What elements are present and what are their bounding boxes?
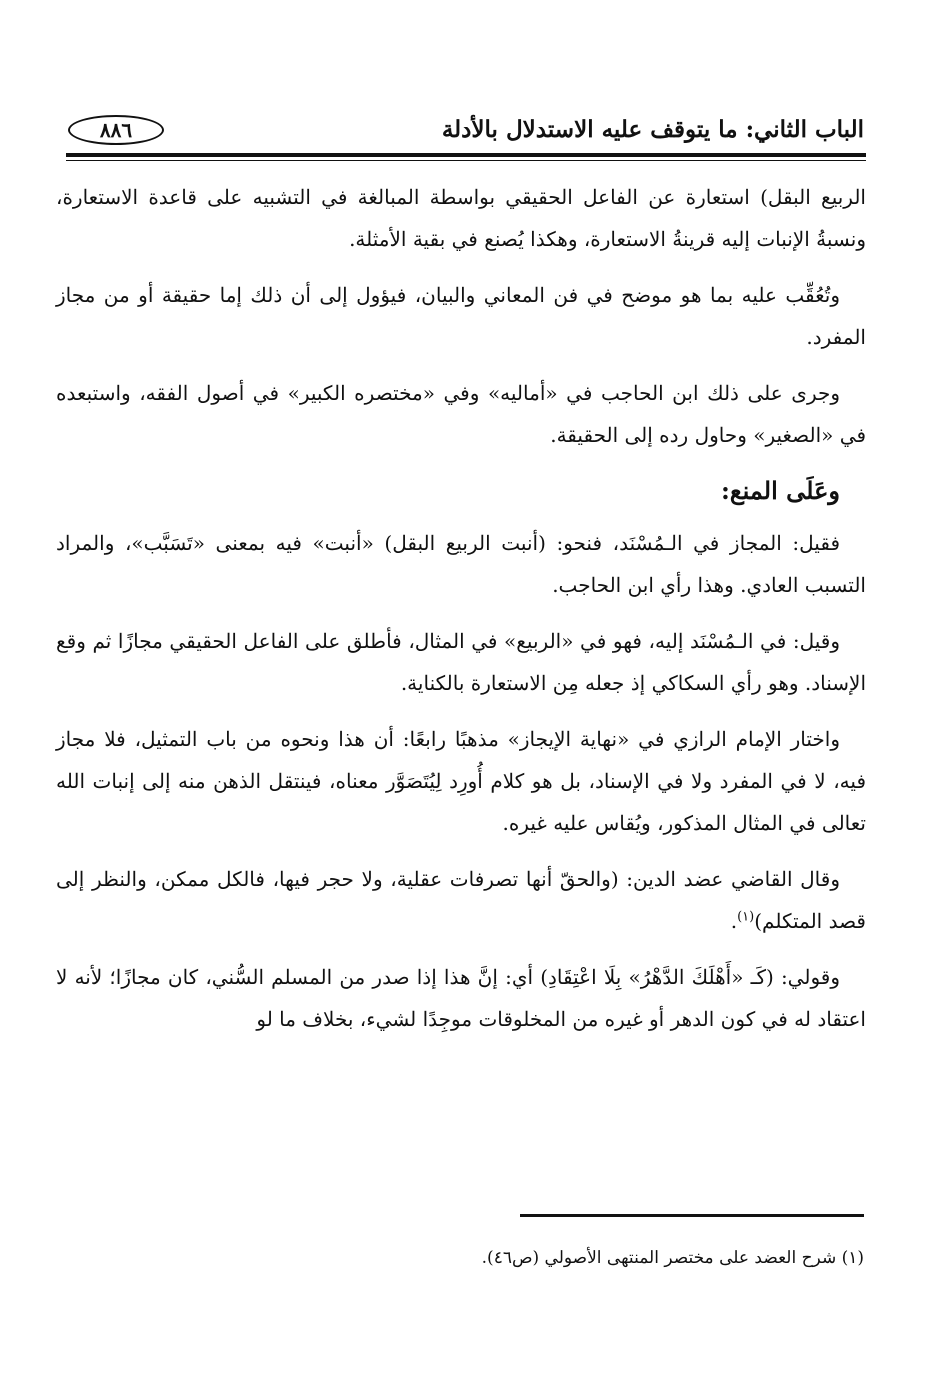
paragraph-text: وقال القاضي عضد الدين: (والحقّ أنها تصرفات عقلية، ولا حجر فيها، فالكل ممكن، والنظر إلى قصد المتكلم): [56, 867, 866, 933]
paragraph-with-footnote: [56, 858, 866, 942]
page-header: [68, 110, 864, 150]
running-title: الباب الثاني: ما يتوقف عليه الاستدلال بالأدلة: [441, 116, 864, 143]
footnote-rule: [520, 1214, 864, 1217]
paragraph: فقيل: المجاز في الـمُسْنَد، فنحو: (أنبت الربيع البقل) «أنبت» فيه بمعنى «تَسَبَّب»، والمراد التسبب العادي. وهذا رأي ابن الحاجب.: [56, 531, 866, 597]
header-rule-thick: [66, 153, 866, 157]
paragraph: واختار الإمام الرازي في «نهاية الإيجاز» مذهبًا رابعًا: أن هذا ونحوه من باب التمثيل، فلا مجاز فيه، لا في المفرد ولا في الإسناد، بل هو كلام أُورِد لِيُتَصَوَّر معناه، فينتقل الذهن منه إلى إنبات الله تعالى في المثال المذكور، ويُقاس عليه غيره.: [56, 727, 866, 835]
paragraph: الربيع البقل) استعارة عن الفاعل الحقيقي بواسطة المبالغة في التشبيه على قاعدة الاستعارة، ونسبةُ الإنبات إليه قرينةُ الاستعارة، وهكذا يُصنع في بقية الأمثلة.: [56, 185, 866, 251]
page-number-badge: ٨٨٦: [68, 115, 164, 145]
paragraph: وقولي: (كَـ «أَهْلَكَ الدَّهْرُ» بِلَا اعْتِقَادِ) أي: إنَّ هذا إذا صدر من المسلم السُّني، كان مجازًا؛ لأنه لا اعتقاد له في كون الدهر أو غيره من المخلوقات موجِدًا لشيء، بخلاف ما لو: [56, 965, 866, 1031]
footnote: (١) شرح العضد على مختصر المنتهى الأصولي (ص٤٦).: [481, 1248, 864, 1268]
paragraph: وجرى على ذلك ابن الحاجب في «أماليه» وفي «مختصره الكبير» في أصول الفقه، واستبعده في «الصغير» وحاول رده إلى الحقيقة.: [56, 381, 866, 447]
paragraph: وتُعُقِّب عليه بما هو موضح في فن المعاني والبيان، فيؤول إلى أن ذلك إما حقيقة أو من مجاز المفرد.: [56, 283, 866, 349]
section-heading: وعَلَى المنع:: [721, 476, 840, 505]
paragraph: وقيل: في الـمُسْنَد إليه، فهو في «الربيع» في المثال، فأطلق على الفاعل الحقيقي مجازًا ثم وقع الإسناد. وهو رأي السكاكي إذ جعله مِن الاستعارة بالكناية.: [56, 629, 866, 695]
paragraph-end: .: [730, 909, 738, 933]
body-text: [56, 176, 866, 1054]
header-rule-thin: [66, 160, 866, 161]
footnote-marker: (١): [737, 909, 755, 925]
